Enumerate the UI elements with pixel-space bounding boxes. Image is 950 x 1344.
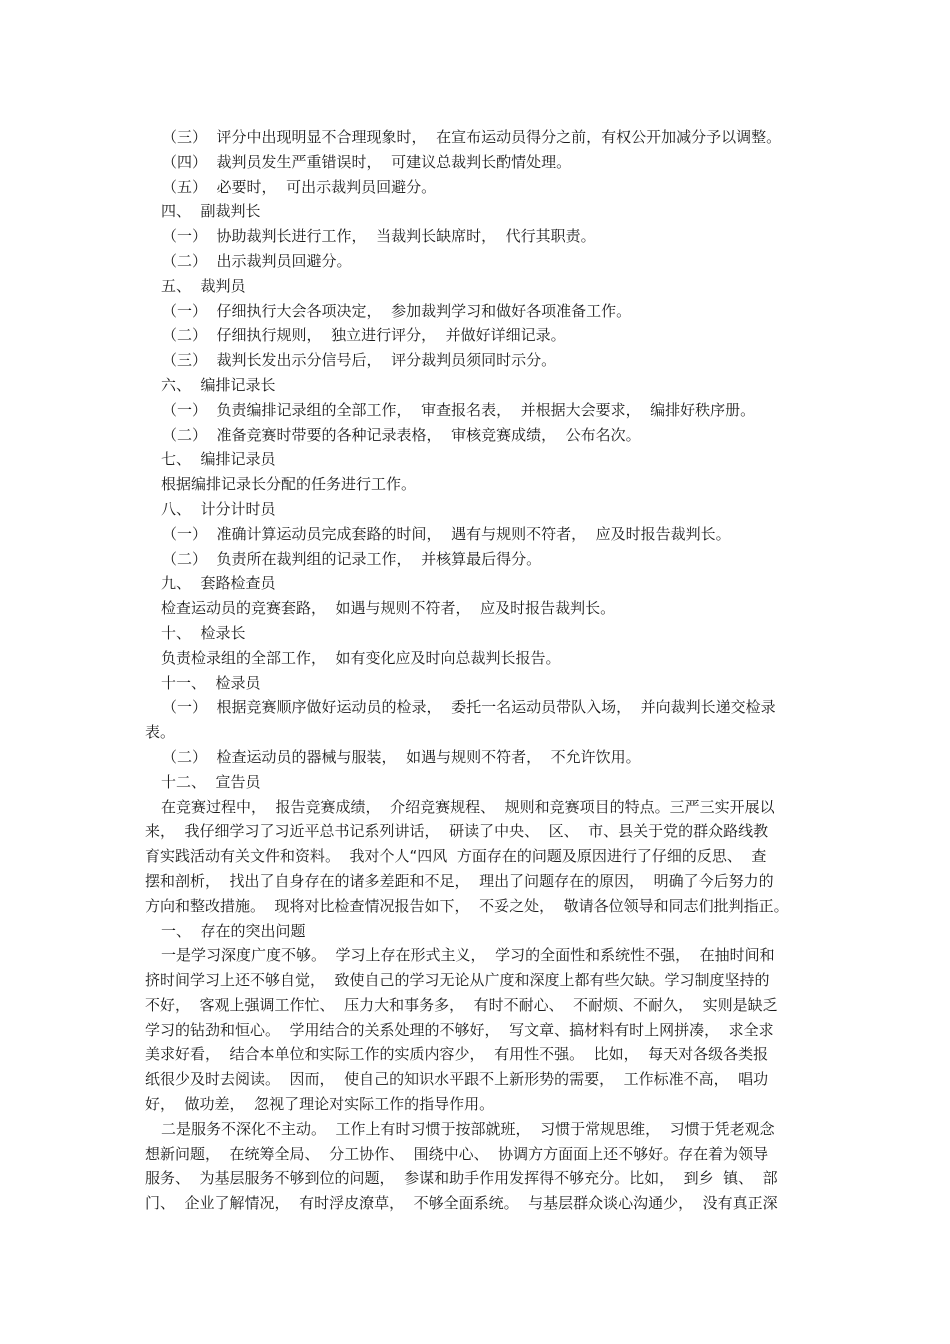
section-heading: 一、 存在的突出问题 bbox=[161, 921, 306, 940]
section-heading: 七、 编排记录员 bbox=[161, 450, 276, 469]
paragraph-line: 想新问题， 在统筹全局、 分工协作、 围绕中心、 协调方方面面上还不够好。存在着为领导 bbox=[145, 1144, 769, 1163]
section-heading: 四、 副裁判长 bbox=[161, 202, 261, 221]
paragraph-line: 二是服务不深化不主动。 工作上有时习惯于按部就班， 习惯于常规思维， 习惯于凭老观念 bbox=[161, 1119, 775, 1138]
list-item: （五） 必要时， 可出示裁判员回避分。 bbox=[162, 177, 437, 196]
section-heading: 九、 套路检查员 bbox=[161, 574, 276, 593]
list-item: （一） 协助裁判长进行工作， 当裁判长缺席时， 代行其职责。 bbox=[162, 227, 596, 246]
paragraph-line: 好， 做功差， 忽视了理论对实际工作的指导作用。 bbox=[145, 1095, 495, 1114]
paragraph-line: 一是学习深度广度不够。 学习上存在形式主义， 学习的全面性和系统性不强， 在抽时间和 bbox=[161, 946, 775, 965]
section-heading: 十一、 检录员 bbox=[161, 673, 261, 692]
list-item: （二） 负责所在裁判组的记录工作， 并核算最后得分。 bbox=[162, 549, 542, 568]
section-heading: 十二、 宣告员 bbox=[161, 772, 261, 791]
list-item: （三） 评分中出现明显不合理现象时， 在宣布运动员得分之前，有权公开加减分予以调整。 bbox=[162, 128, 782, 146]
paragraph-line: 来， 我仔细学习了习近平总书记系列讲话， 研读了中央、 区、 市、县关于党的群众路线教 bbox=[145, 822, 769, 841]
paragraph-line: 服务、 为基层服务不够到位的问题， 参谋和助手作用发挥得不够充分。比如， 到乡 镇、 部 bbox=[145, 1169, 778, 1188]
paragraph-line: 挤时间学习上还不够自觉， 致使自己的学习无论从广度和深度上都有些欠缺。学习制度坚持的 bbox=[145, 971, 770, 990]
list-item: （二） 仔细执行规则， 独立进行评分， 并做好详细记录。 bbox=[162, 326, 566, 345]
paragraph-line: 在竞赛过程中， 报告竞赛成绩， 介绍竞赛规程、 规则和竞赛项目的特点。三严三实开展以 bbox=[161, 797, 775, 816]
list-item: （三） 裁判长发出示分信号后， 评分裁判员须同时示分。 bbox=[162, 351, 557, 370]
paragraph-line: 学习的钻劲和恒心。 学用结合的关系处理的不够好， 写文章、搞材料有时上网拼凑， 求全求 bbox=[145, 1020, 774, 1039]
paragraph-line: 育实践活动有关文件和资料。 我对个人“四风 方面存在的问题及原因进行了仔细的反思、 查 bbox=[145, 847, 767, 866]
paragraph-line: 不好， 客观上强调工作忙、 压力大和事务多， 有时不耐心、 不耐烦、不耐久， 实则是缺乏 bbox=[145, 995, 778, 1014]
list-item: （二） 准备竞赛时带要的各种记录表格， 审核竞赛成绩， 公布名次。 bbox=[162, 425, 641, 444]
paragraph-line: 美求好看， 结合本单位和实际工作的实质内容少， 有用性不强。 比如， 每天对各级各类报 bbox=[145, 1045, 769, 1064]
list-item: （一） 准确计算运动员完成套路的时间， 遇有与规则不符者， 应及时报告裁判长。 bbox=[162, 524, 731, 543]
paragraph-line: 根据编排记录长分配的任务进行工作。 bbox=[161, 475, 417, 494]
paragraph-line: 门、 企业了解情况， 有时浮皮潦草， 不够全面系统。 与基层群众谈心沟通少， 没有真正深 bbox=[145, 1194, 778, 1213]
section-heading: 五、 裁判员 bbox=[161, 276, 246, 295]
paragraph-line: 纸很少及时去阅读。 因而， 使自己的知识水平跟不上新形势的需要， 工作标准不高， 唱功 bbox=[145, 1070, 769, 1089]
list-item: （二） 出示裁判员回避分。 bbox=[162, 251, 352, 270]
list-item: （一） 仔细执行大会各项决定， 参加裁判学习和做好各项准备工作。 bbox=[162, 301, 632, 320]
paragraph-line: 负责检录组的全部工作， 如有变化应及时向总裁判长报告。 bbox=[161, 648, 561, 667]
list-item: （一） 负责编排记录组的全部工作， 审查报名表， 并根据大会要求， 编排好秩序册。 bbox=[162, 400, 756, 419]
list-item: （四） 裁判员发生严重错误时， 可建议总裁判长酌情处理。 bbox=[162, 152, 572, 171]
section-heading: 六、 编排记录长 bbox=[161, 375, 276, 394]
list-item: （二） 检查运动员的器械与服装， 如遇与规则不符者， 不允许饮用。 bbox=[162, 747, 641, 766]
paragraph-line: 表。 bbox=[145, 723, 176, 742]
list-item: （一） 根据竞赛顺序做好运动员的检录， 委托一名运动员带队入场， 并向裁判长递交检录 bbox=[162, 698, 776, 717]
paragraph-line: 摆和剖析， 找出了自身存在的诸多差距和不足， 理出了问题存在的原因， 明确了今后努力的 bbox=[145, 871, 774, 890]
section-heading: 八、 计分计时员 bbox=[161, 499, 276, 518]
section-heading: 十、 检录长 bbox=[161, 623, 246, 642]
paragraph-line: 方向和整改措施。 现将对比检查情况报告如下， 不妥之处， 敬请各位领导和同志们批判指正。 bbox=[145, 896, 789, 915]
document-body bbox=[0, 125, 950, 1216]
paragraph-line: 检查运动员的竞赛套路， 如遇与规则不符者， 应及时报告裁判长。 bbox=[161, 599, 616, 618]
